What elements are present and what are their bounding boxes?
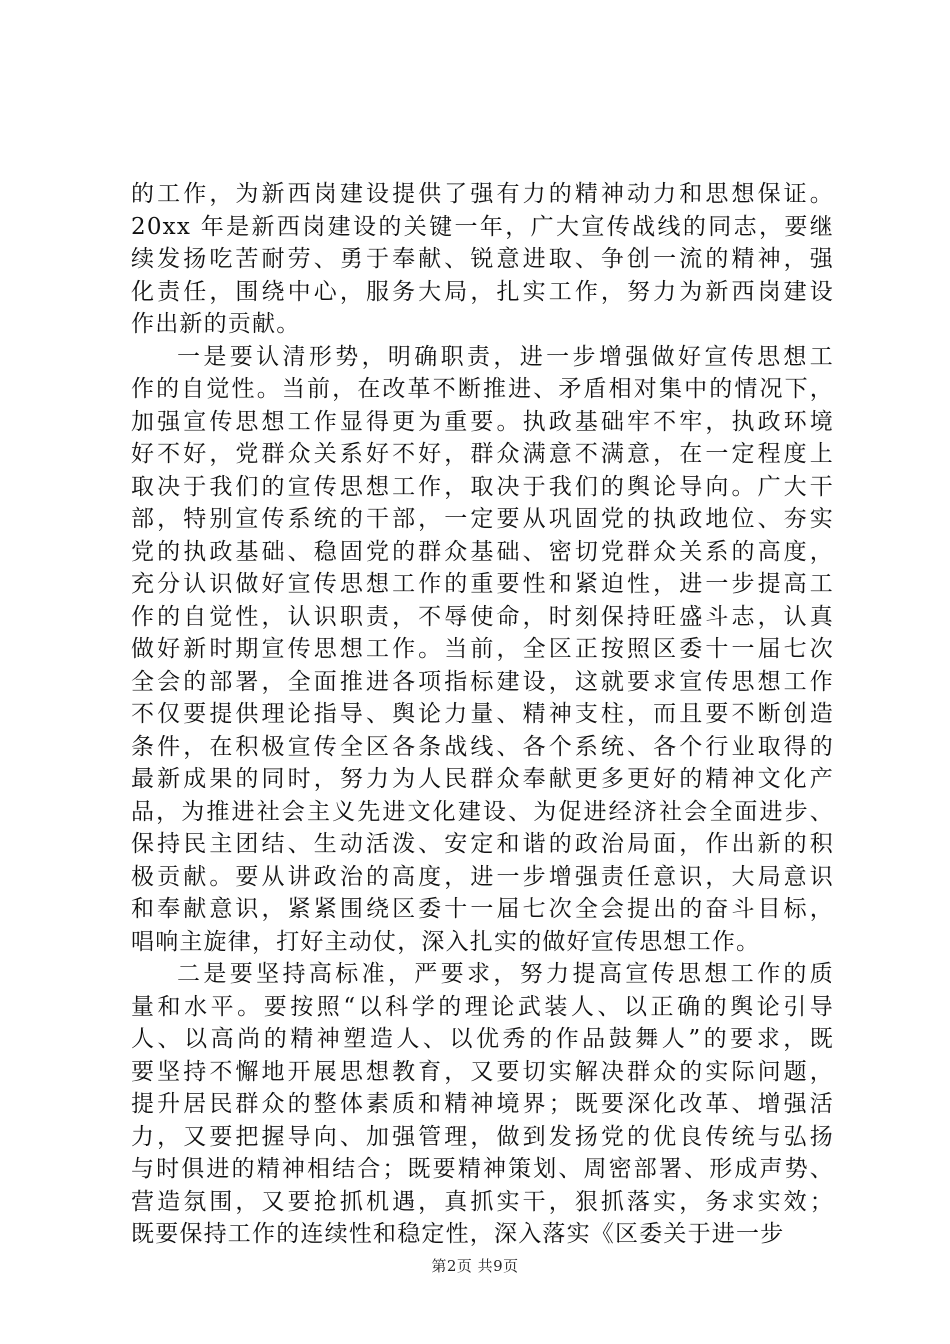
text-line: 一是要认清形势，明确职责，进一步增强做好宣传思想工 bbox=[177, 343, 834, 370]
text-line: 的工作，为新西岗建设提供了强有力的精神动力和思想保证。 bbox=[131, 181, 834, 207]
document-body bbox=[131, 178, 834, 1251]
text-line: 营造氛围，又要抢抓机遇，真抓实干，狠抓落实，务求实效； bbox=[131, 1188, 834, 1215]
text-line: 全会的部署，全面推进各项指标建设，这就要求宣传思想工作 bbox=[131, 668, 834, 695]
text-line: 作出新的贡献。 bbox=[131, 311, 301, 337]
text-line: 续发扬吃苦耐劳、勇于奉献、锐意进取、争创一流的精神，强 bbox=[131, 246, 834, 272]
text-line: 极贡献。要从讲政治的高度，进一步增强责任意识，大局意识 bbox=[131, 863, 834, 890]
text-line: 党的执政基础、稳固党的群众基础、密切党群众关系的高度， bbox=[131, 538, 834, 565]
text-line: 不仅要提供理论指导、舆论力量、精神支柱，而且要不断创造 bbox=[131, 701, 834, 727]
text-line: 加强宣传思想工作显得更为重要。执政基础牢不牢，执政环境 bbox=[131, 408, 834, 435]
text-line: 和奉献意识，紧紧围绕区委十一届七次全会提出的奋斗目标， bbox=[131, 896, 834, 922]
text-line: 做好新时期宣传思想工作。当前，全区正按照区委十一届七次 bbox=[131, 636, 834, 662]
text-line: 部，特别宣传系统的干部，一定要从巩固党的执政地位、夯实 bbox=[131, 506, 834, 532]
text-line: 化责任，围绕中心，服务大局，扎实工作，努力为新西岗建设 bbox=[131, 278, 834, 305]
paragraph bbox=[131, 178, 834, 341]
paragraph bbox=[131, 341, 834, 959]
text-line: 唱响主旋律，打好主动仗，深入扎实的做好宣传思想工作。 bbox=[131, 928, 761, 955]
text-line: 量和水平。要按照“以科学的理论武装人、以正确的舆论引导 bbox=[131, 993, 834, 1020]
paragraph bbox=[131, 958, 834, 1251]
text-line: 最新成果的同时，努力为人民群众奉献更多更好的精神文化产 bbox=[131, 766, 834, 792]
text-line: 力，又要把握导向、加强管理，做到发扬党的优良传统与弘扬 bbox=[131, 1123, 834, 1150]
text-line: 20xx 年是新西岗建设的关键一年，广大宣传战线的同志，要继 bbox=[131, 213, 834, 240]
text-line: 品，为推进社会主义先进文化建设、为促进经济社会全面进步、 bbox=[131, 798, 834, 825]
text-line: 充分认识做好宣传思想工作的重要性和紧迫性，进一步提高工 bbox=[131, 571, 834, 597]
text-line: 作的自觉性。当前，在改革不断推进、矛盾相对集中的情况下， bbox=[131, 376, 834, 402]
page-footer: 第2页 共9页 bbox=[431, 1257, 519, 1275]
text-line: 好不好，党群众关系好不好，群众满意不满意，在一定程度上 bbox=[131, 441, 834, 467]
text-line: 要坚持不懈地开展思想教育，又要切实解决群众的实际问题， bbox=[131, 1058, 834, 1085]
text-line: 提升居民群众的整体素质和精神境界；既要深化改革、增强活 bbox=[131, 1091, 834, 1117]
text-line: 条件，在积极宣传全区各条战线、各个系统、各个行业取得的 bbox=[131, 733, 834, 760]
text-line: 作的自觉性，认识职责，不辱使命，时刻保持旺盛斗志，认真 bbox=[131, 603, 834, 630]
text-line: 与时俱进的精神相结合；既要精神策划、周密部署、形成声势、 bbox=[131, 1156, 834, 1182]
text-line: 取决于我们的宣传思想工作，取决于我们的舆论导向。广大干 bbox=[131, 473, 834, 500]
text-line: 既要保持工作的连续性和稳定性，深入落实《区委关于进一步 bbox=[131, 1221, 785, 1247]
text-line: 人、以高尚的精神塑造人、以优秀的作品鼓舞人”的要求，既 bbox=[131, 1026, 834, 1052]
text-line: 保持民主团结、生动活泼、安定和谐的政治局面，作出新的积 bbox=[131, 831, 834, 857]
text-line: 二是要坚持高标准，严要求，努力提高宣传思想工作的质 bbox=[177, 961, 834, 987]
